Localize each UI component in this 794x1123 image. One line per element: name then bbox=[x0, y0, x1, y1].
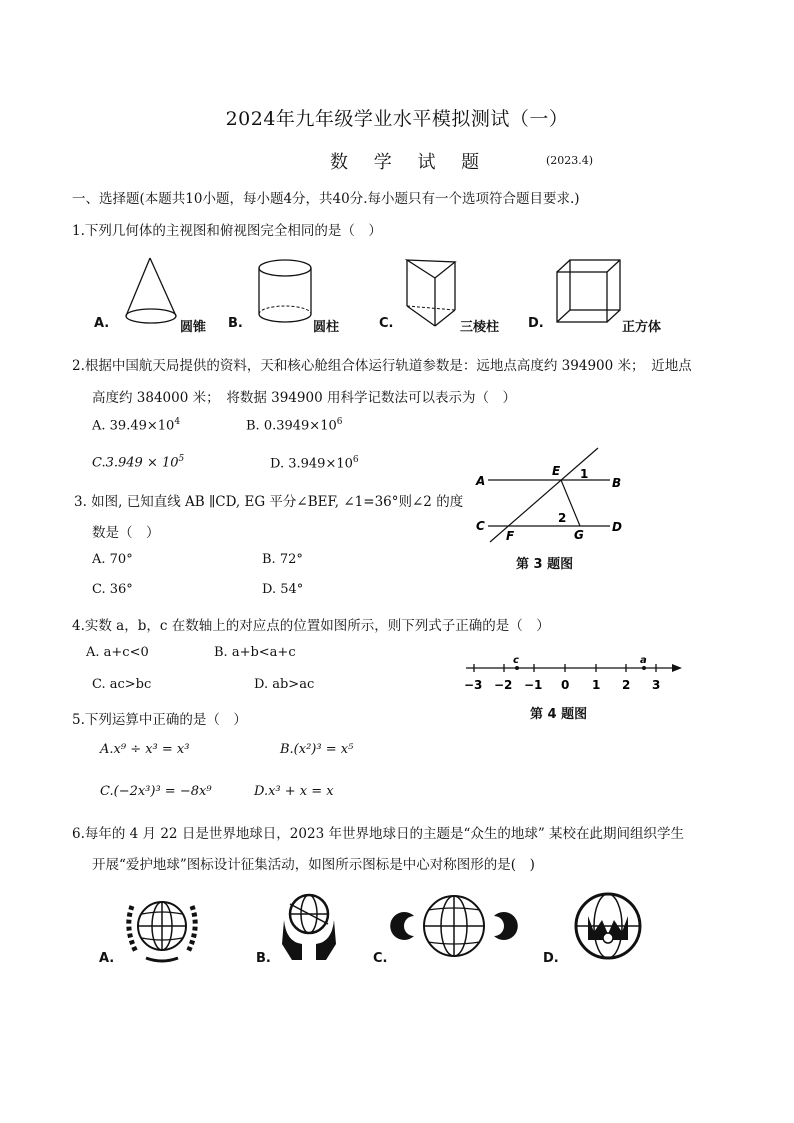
q4-option-c: C. ac>bc bbox=[92, 677, 152, 692]
q1-option-c-name: 三棱柱 bbox=[460, 320, 500, 335]
q4-option-d: D. ab>ac bbox=[254, 677, 315, 692]
tick-label-neg3: −3 bbox=[464, 678, 483, 692]
tick-label-neg1: −1 bbox=[524, 678, 543, 692]
q4-option-a: A. a+c<0 bbox=[86, 645, 149, 660]
q2-option-c: $C.3.949 \times 10^5$ bbox=[92, 454, 185, 471]
q6-option-c: C. bbox=[373, 951, 388, 966]
q3-caption: 第 3 题图 bbox=[516, 557, 574, 572]
label-D: D bbox=[612, 520, 622, 534]
section-heading: 一、选择题(本题共10小题，每小题4分，共40分.每小题只有一个选项符合题目要求.) bbox=[72, 191, 580, 207]
globe-crown-icon bbox=[576, 894, 640, 958]
q3-option-d: D. 54° bbox=[262, 582, 304, 597]
q1-option-c-letter: C. bbox=[379, 316, 394, 331]
subject-title: 数 学 试 题 bbox=[330, 152, 490, 173]
q3-option-b: B. 72° bbox=[262, 552, 303, 567]
label-E: E bbox=[552, 464, 561, 478]
label-A: A bbox=[476, 474, 486, 488]
prism-figure bbox=[407, 260, 455, 326]
q1-option-b-letter: B. bbox=[228, 316, 243, 331]
q4-stem: 4.实数 a，b，c 在数轴上的对应点的位置如图所示，则下列式子正确的是（ ） bbox=[72, 618, 550, 634]
q3-option-c: C. 36° bbox=[92, 582, 133, 597]
q5-option-b: B.(x²)³ = x⁵ bbox=[280, 742, 354, 757]
label-1: 1 bbox=[580, 467, 589, 481]
point-a-label: a bbox=[640, 655, 647, 666]
q1-option-a-letter: A. bbox=[94, 316, 110, 331]
point-c bbox=[515, 666, 519, 670]
q1-option-d-name: 正方体 bbox=[622, 320, 662, 335]
q6-option-a: A. bbox=[99, 951, 115, 966]
exam-title: 2024年九年级学业水平模拟测试（一） bbox=[225, 108, 569, 130]
tick-label-neg2: −2 bbox=[494, 678, 513, 692]
label-G: G bbox=[574, 528, 584, 542]
q1-stem: 1.下列几何体的主视图和俯视图完全相同的是（ ） bbox=[72, 223, 382, 239]
q4-number-line bbox=[458, 652, 688, 694]
cube-figure bbox=[557, 260, 620, 322]
q2-line-2: 高度约 384000 米； 将数据 394900 用科学记数法可以表示为（ ） bbox=[92, 390, 516, 406]
point-c-label: c bbox=[513, 655, 519, 666]
q3-line-1: 3. 如图, 已知直线 AB ∥CD, EG 平分∠BEF, ∠1=36°则∠2 的度 bbox=[74, 494, 464, 510]
tick-label-2: 2 bbox=[622, 678, 631, 692]
tick-label-0: 0 bbox=[561, 678, 570, 692]
q3-figure bbox=[470, 440, 640, 545]
label-B: B bbox=[612, 476, 622, 490]
q3-line-2: 数是（ ） bbox=[92, 525, 160, 541]
exam-date: (2023.4) bbox=[546, 154, 594, 167]
label-F: F bbox=[506, 529, 515, 543]
q6-option-b: B. bbox=[256, 951, 271, 966]
q5-option-a: A.x⁹ ÷ x³ = x³ bbox=[100, 742, 190, 757]
q6-line-2: 开展“爱护地球”图标设计征集活动，如图所示图标是中心对称图形的是( ) bbox=[92, 857, 535, 873]
q3-option-a: A. 70° bbox=[92, 552, 133, 567]
q6-line-1: 6.每年的 4 月 22 日是世界地球日，2023 年世界地球日的主题是“众生的地球” 某校在此期间组织学生 bbox=[72, 826, 685, 842]
q1-option-b-name: 圆柱 bbox=[313, 320, 340, 335]
q5-option-d: D.x³ + x = x bbox=[254, 784, 334, 799]
q1-option-d-letter: D. bbox=[528, 316, 544, 331]
q2-option-d: D. $3.949\times 10^6$ bbox=[270, 455, 359, 472]
globe-laurel-icon bbox=[129, 902, 195, 961]
point-a bbox=[642, 666, 646, 670]
q1-option-a-name: 圆锥 bbox=[180, 320, 207, 335]
cylinder-figure bbox=[259, 260, 311, 322]
tick-label-3: 3 bbox=[652, 678, 661, 692]
tick-label-1: 1 bbox=[592, 678, 601, 692]
hands-globe-icon bbox=[282, 895, 336, 960]
q2-line-1: 2.根据中国航天局提供的资料，天和核心舱组合体运行轨道参数是：远地点高度约 394900 米； 近地点 bbox=[72, 358, 692, 374]
q4-option-b: B. a+b<a+c bbox=[214, 645, 296, 660]
label-2: 2 bbox=[558, 511, 567, 525]
globe-moons-icon bbox=[390, 896, 518, 956]
q5-stem: 5.下列运算中正确的是（ ） bbox=[72, 712, 247, 728]
q6-option-d: D. bbox=[543, 951, 559, 966]
q4-caption: 第 4 题图 bbox=[530, 707, 588, 722]
cone-figure bbox=[126, 258, 176, 323]
label-C: C bbox=[476, 519, 485, 533]
q5-option-c: C.(−2x³)³ = −8x⁹ bbox=[100, 784, 212, 799]
q2-option-b: B. $0.3949\times 10^6$ bbox=[246, 417, 343, 434]
q2-option-a: A. $39.49\times 10^4$ bbox=[92, 417, 181, 434]
